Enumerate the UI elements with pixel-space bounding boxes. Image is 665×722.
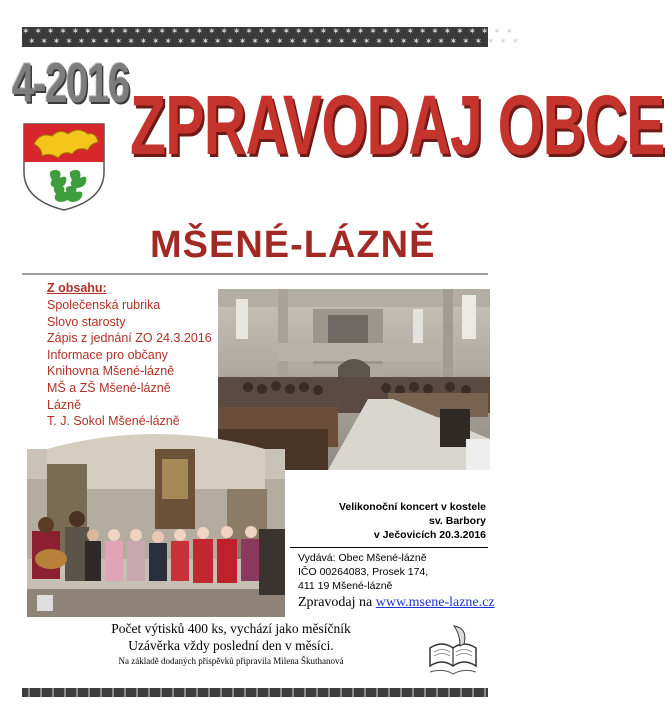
- contents-heading: Z obsahu:: [47, 281, 107, 295]
- star-row: ✶ ✶ ✶ ✶ ✶ ✶ ✶ ✶ ✶ ✶ ✶ ✶ ✶ ✶ ✶ ✶ ✶ ✶ ✶ ✶ ✶ ✶ ✶ ✶ ✶ ✶ ✶ ✶ ✶ ✶ ✶ ✶ ✶ ✶ ✶ ✶ ✶ ✶ ✶ ✶: [28, 37, 521, 47]
- caption-line: Velikonoční koncert v kostele: [338, 501, 486, 513]
- list-item: Slovo starosty: [47, 314, 126, 329]
- contents-list: [47, 280, 222, 430]
- children-choir-photo: [27, 449, 285, 617]
- coat-of-arms-icon: [22, 122, 106, 212]
- star-row: ✶ ✶ ✶ ✶ ✶ ✶ ✶ ✶ ✶ ✶ ✶ ✶ ✶ ✶ ✶ ✶ ✶ ✶ ✶ ✶ ✶ ✶ ✶ ✶ ✶ ✶ ✶ ✶ ✶ ✶ ✶ ✶ ✶ ✶ ✶ ✶ ✶ ✶ ✶ ✶: [22, 27, 515, 37]
- deadline-text: Uzávěrka vždy poslední den v měsíci.: [128, 638, 334, 653]
- issue-number: 4-2016: [12, 51, 129, 114]
- list-item: Zápis z jednání ZO 24.3.2016: [47, 331, 212, 346]
- list-item: T. J. Sokol Mšené-lázně: [47, 414, 180, 429]
- print-run-text: Počet výtisků 400 ks, vychází jako měsíčník: [111, 621, 351, 636]
- publisher-line: 411 19 Mšené-lázně: [298, 580, 393, 592]
- list-item: Společenská rubrika: [47, 298, 161, 312]
- publisher-info: [298, 551, 490, 593]
- book-quill-icon: [424, 622, 482, 680]
- list-item: Knihovna Mšené-lázně: [47, 364, 175, 379]
- caption-line: sv. Barbory: [429, 515, 486, 527]
- publisher-line: Vydává: Obec Mšené-lázně: [298, 552, 427, 564]
- publisher-line: IČO 00264083, Prosek 174,: [298, 566, 429, 578]
- caption-line: v Ječovicích 20.3.2016: [373, 529, 486, 541]
- photo-caption: [290, 500, 486, 542]
- website-link[interactable]: www.msene-lazne.cz: [375, 595, 495, 610]
- bottom-border: [22, 688, 488, 697]
- list-item: Lázně: [47, 397, 82, 412]
- editor-credit: Na základě dodaných příspěvků připravila Milena Škuthanová: [118, 656, 344, 666]
- print-info: [76, 620, 386, 669]
- newsletter-title: ZPRAVODAJ OBCE: [130, 78, 665, 172]
- church-interior-photo: [218, 289, 490, 470]
- website-line: [298, 594, 495, 612]
- list-item: MŠ a ZŠ Mšené-lázně: [47, 380, 171, 395]
- website-prefix: Zpravodaj na: [298, 595, 376, 610]
- village-name: MŠENÉ-LÁZNĚ: [150, 224, 436, 266]
- list-item: Informace pro občany: [47, 347, 168, 362]
- divider: [290, 547, 488, 548]
- divider: [22, 273, 488, 275]
